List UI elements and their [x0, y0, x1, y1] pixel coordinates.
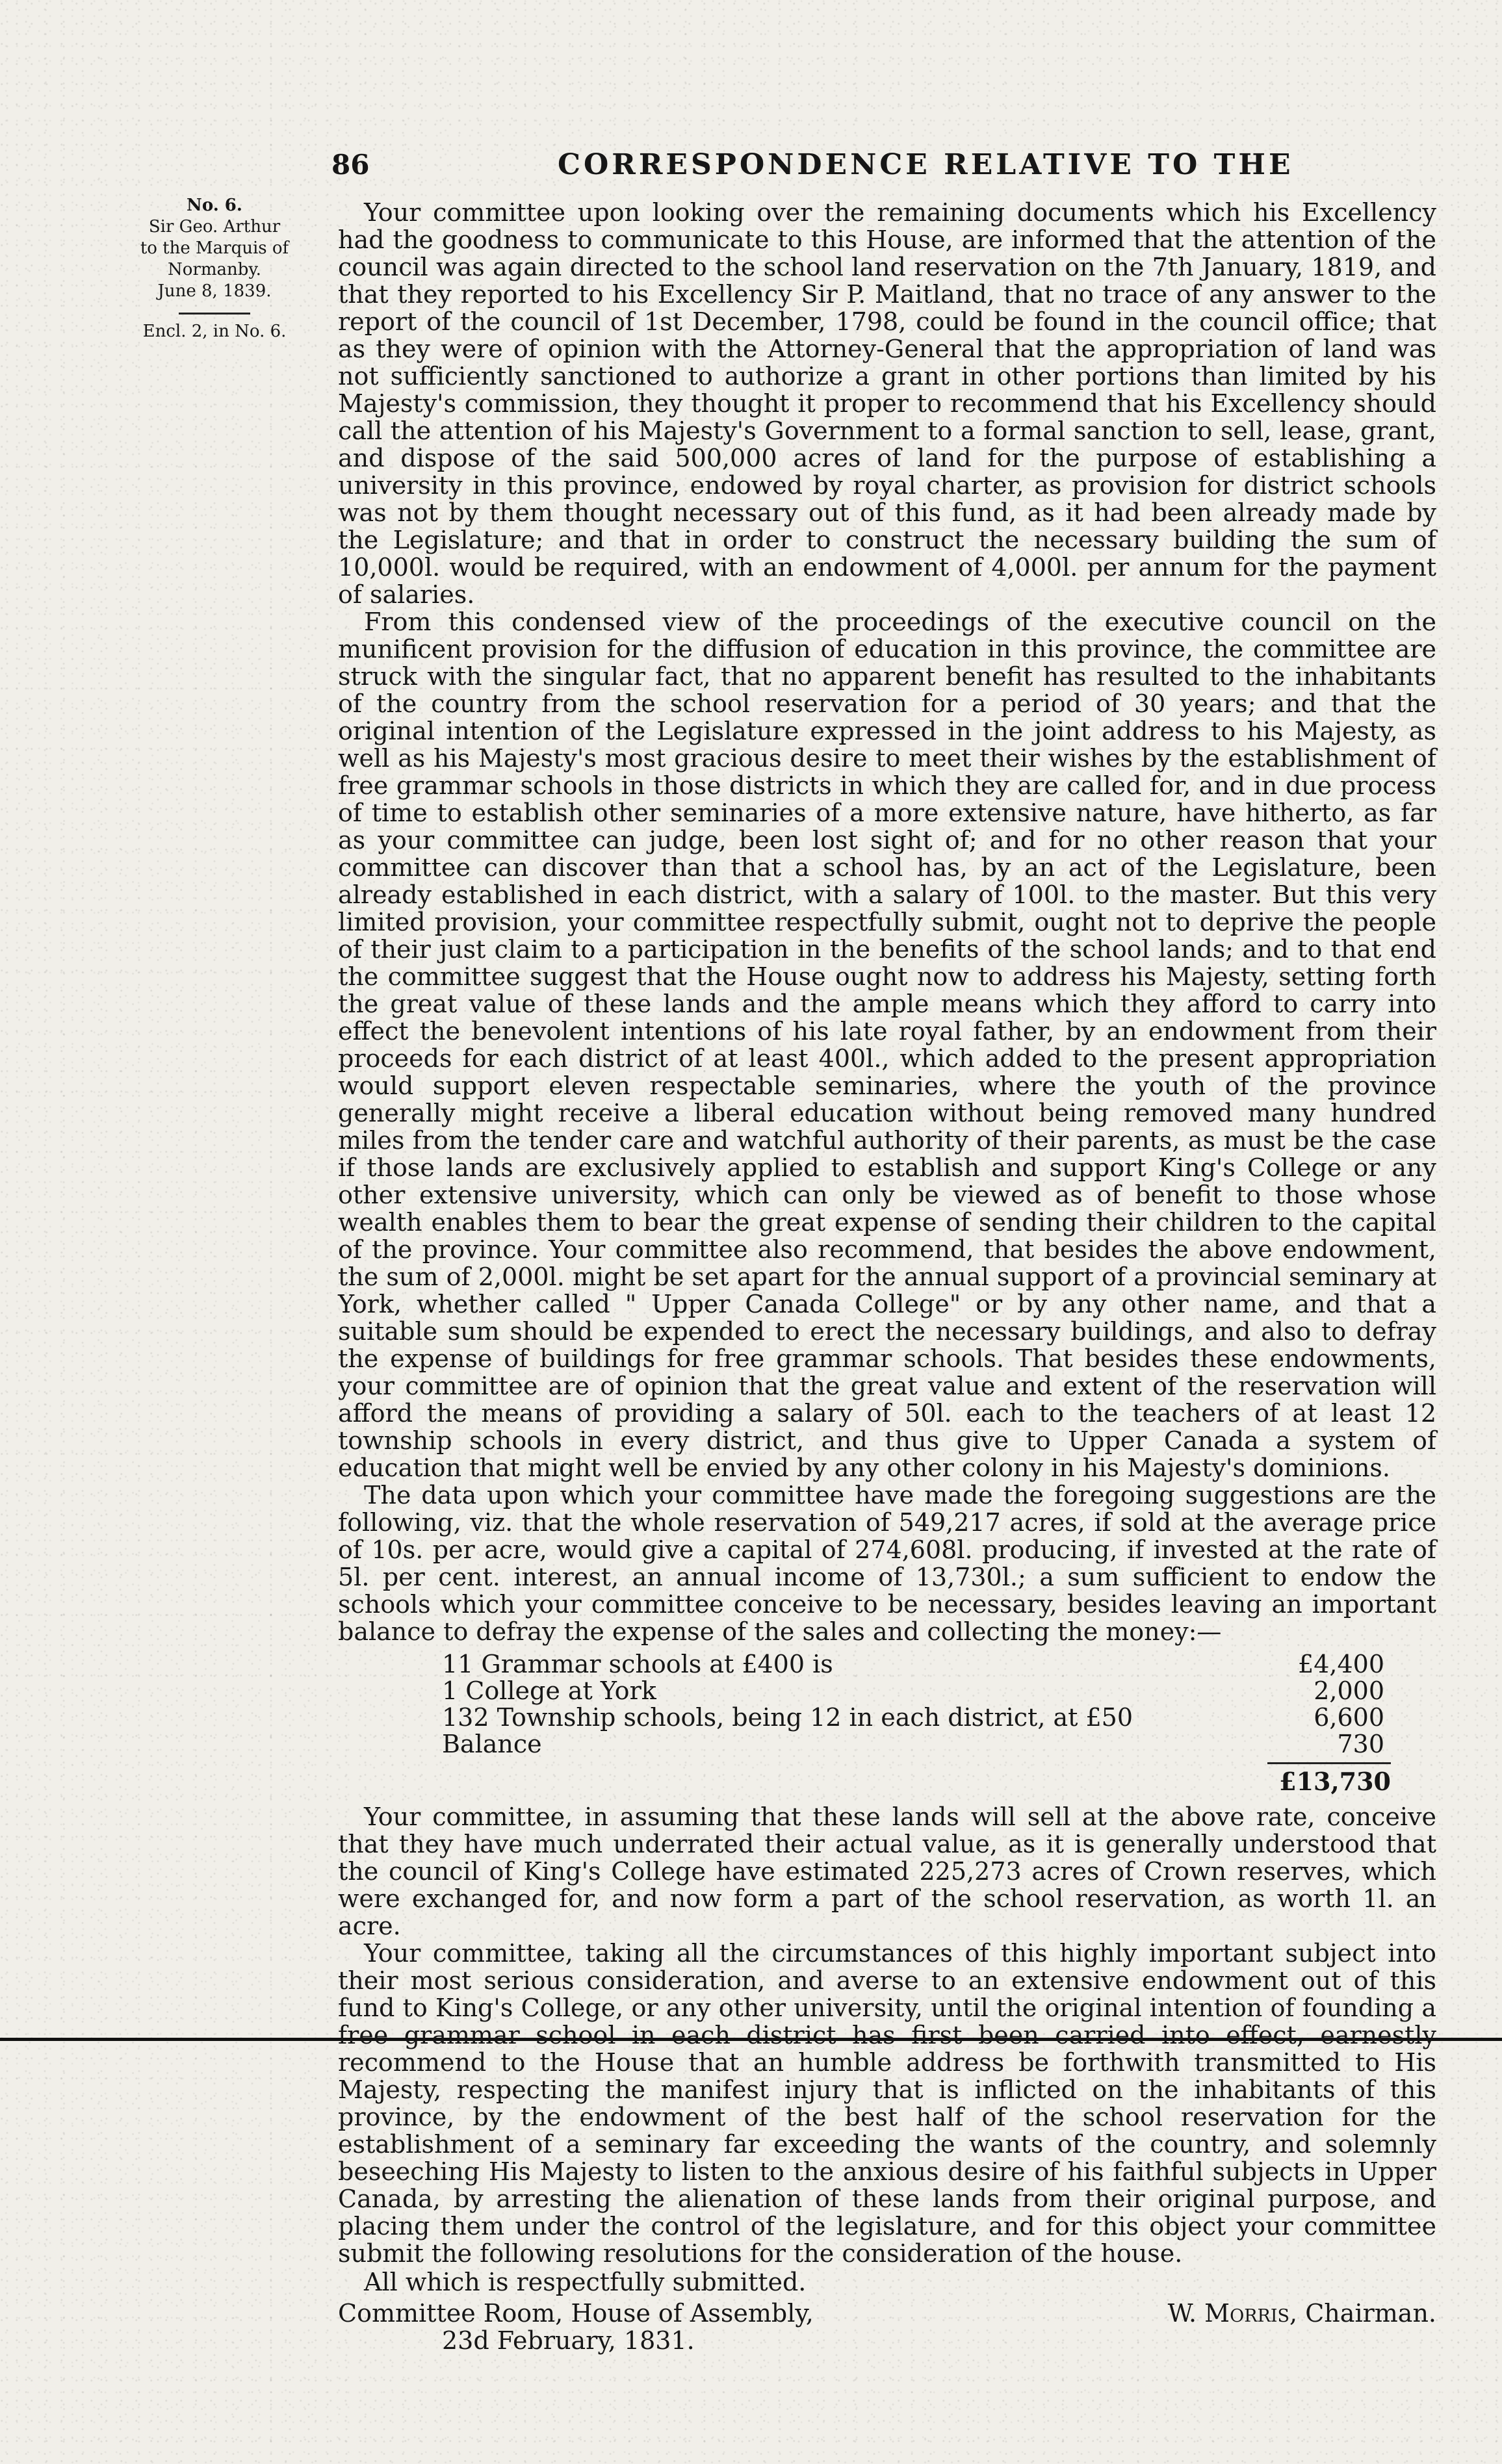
signature-place: Committee Room, House of Assembly, — [338, 2299, 814, 2328]
ledger-amount: £4,400 — [1298, 1650, 1384, 1678]
ledger-item: 11 Grammar schools at £400 is — [442, 1650, 833, 1678]
running-title: CORRESPONDENCE RELATIVE TO THE — [557, 148, 1294, 181]
margin-note-enclosure: Encl. 2, in No. 6. — [142, 322, 287, 341]
total-rule — [1267, 1762, 1391, 1764]
margin-note-divider — [179, 313, 250, 314]
ledger-amount: 730 — [1337, 1730, 1384, 1758]
table-row — [338, 1650, 1436, 1677]
document-body — [338, 199, 1436, 2354]
margin-notes — [117, 195, 312, 342]
submission-line: All which is respectfully submitted. — [364, 2268, 807, 2296]
table-row — [338, 1730, 1436, 1757]
paragraph-2: From this condensed view of the proceedings of the executive council on the munificent provision for the diffusion of education in this province, the committee are struck with the singular fact, that no apparent benefit has resulted to the inhabitants of the country from the school reservation for a period of 30 years; and that the original intention of the Legislature expressed in the joint address to his Majesty, as well as his Majesty's most gracious desire to meet their wishes by the establishment of free grammar schools in those districts in which they are called for, and in due process of time to establish other seminaries of a more extensive nature, have hitherto, as far as your committee can judge, been lost sight of; and for no other reason that your committee can discover than that a school has, by an act of the Legislature, been already established in each district, with a salary of 100l. to the master. But this very limited provision, your committee respectfully submit, ought not to deprive the people of their just claim to a participation in the benefits of the school lands; and to that end the committee suggest that the House ought now to address his Majesty, setting forth the great value of these lands and the ample means which they afford to carry into effect the benevolent intentions of his late royal father, by an endowment from their proceeds for each district of at least 400l., which added to the present appropriation would support eleven respectable seminaries, where the youth of the province generally might receive a liberal education without being removed many hundred miles from the tender care and watchful authority of their parents, as must be the case if those lands are exclusively applied to establish and support King's College or any other extensive university, which can only be viewed as of benefit to those whose wealth enables them to bear the great expense of sending their children to the capital of the province. Your committee also recommend, that besides the above endowment, the sum of 2,000l. might be set apart for the annual support of a provincial seminary at York, whether called " Upper Canada College" or by any other name, and that a suitable sum should be expended to erect the necessary buildings, and also to defray the expense of buildings for free grammar schools. That besides these endowments, your committee are of opinion that the great value and extent of the reservation will afford the means of providing a salary of 50l. each to the teachers of at least 12 township schools in every district, and thus give to Upper Canada a system of education that might well be envied by any other colony in his Majesty's dominions. — [338, 608, 1436, 1482]
ledger-total: £13,730 — [1279, 1767, 1391, 1796]
margin-note-from: Sir Geo. Arthur — [148, 217, 281, 237]
page-header — [331, 148, 1404, 181]
margin-note-number: No. 6. — [187, 196, 242, 215]
signature-row — [338, 2300, 1436, 2327]
paragraph-5: Your committee, taking all the circumstances of this highly important subject into their most serious consideration, and averse to an extensive endowment out of this fund to King's College, or any other university, until the original intention of founding a free grammar school in each district has first been carried into effect, earnestly recommend to the House that an humble address be forthwith transmitted to His Majesty, respecting the manifest injury that is inflicted on the inhabitants of this province, by the endowment of the best half of the school reservation for the establishment of a seminary far exceeding the wants of the country, and solemnly beseeching His Majesty to listen to the anxious desire of his faithful subjects in Upper Canada, by arresting the alienation of these lands from their original purpose, and placing them under the control of the legislature, and for this object your committee submit the following resolutions for the consideration of the house. — [338, 1939, 1436, 2268]
paragraph-1: Your committee upon looking over the remaining documents which his Excellency had the goodness to communicate to this House, are informed that the attention of the council was again directed to the school land reservation on the 7th January, 1819, and that they reported to his Excellency Sir P. Maitland, that no trace of any answer to the report of the council of 1st December, 1798, could be found in the council office; that as they were of opinion with the Attorney-General that the appropriation of land was not sufficiently sanctioned to authorize a grant in other portions than limited by his Majesty's commission, they thought it proper to recommend that his Excellency should call the attention of his Majesty's Government to a formal sanction to sell, lease, grant, and dispose of the said 500,000 acres of land for the purpose of establishing a university in this province, endowed by royal charter, as provision for district schools was not by them thought necessary out of this fund, as it had been already made by the Legislature; and that in order to construct the necessary building the sum of 10,000l. would be required, with an endowment of 4,000l. per annum for the payment of salaries. — [338, 198, 1436, 609]
ledger-amount: 6,600 — [1314, 1703, 1384, 1732]
paragraph-3: The data upon which your committee have made the foregoing suggestions are the following, viz. that the whole reservation of 549,217 acres, if sold at the average price of 10s. per acre, would give a capital of 274,608l. producing, if invested at the rate of 5l. per cent. interest, an annual income of 13,730l.; a sum sufficient to endow the schools which your committee conceive to be necessary, besides leaving an important balance to defray the expense of the sales and collecting the money:— — [338, 1481, 1436, 1646]
ledger-amount: 2,000 — [1314, 1676, 1384, 1705]
ledger-item: Balance — [442, 1730, 542, 1758]
margin-note-date: June 8, 1839. — [157, 281, 272, 301]
signature-block — [1168, 2300, 1436, 2327]
signature-title: Chairman. — [1305, 2299, 1436, 2328]
margin-note-to: to the Marquis of — [140, 238, 289, 258]
cost-table — [338, 1650, 1436, 1795]
page-number: 86 — [331, 149, 370, 181]
ledger-item: 1 College at York — [442, 1676, 656, 1705]
signature-date: 23d February, 1831. — [442, 2326, 695, 2355]
table-row — [338, 1704, 1436, 1730]
ledger-item: 132 Township schools, being 12 in each district, at £50 — [442, 1703, 1133, 1732]
signature-name: W. Morris, — [1167, 2299, 1298, 2328]
table-row — [338, 1677, 1436, 1704]
paragraph-4: Your committee, in assuming that these lands will sell at the above rate, conceive that they have much underrated their actual value, as it is generally understood that the council of King's College have estimated 225,273 acres of Crown reserves, which were exchanged for, and now form a part of the school reservation, as worth 1l. an acre. — [338, 1803, 1436, 1940]
margin-note-place: Normanby. — [168, 260, 261, 279]
